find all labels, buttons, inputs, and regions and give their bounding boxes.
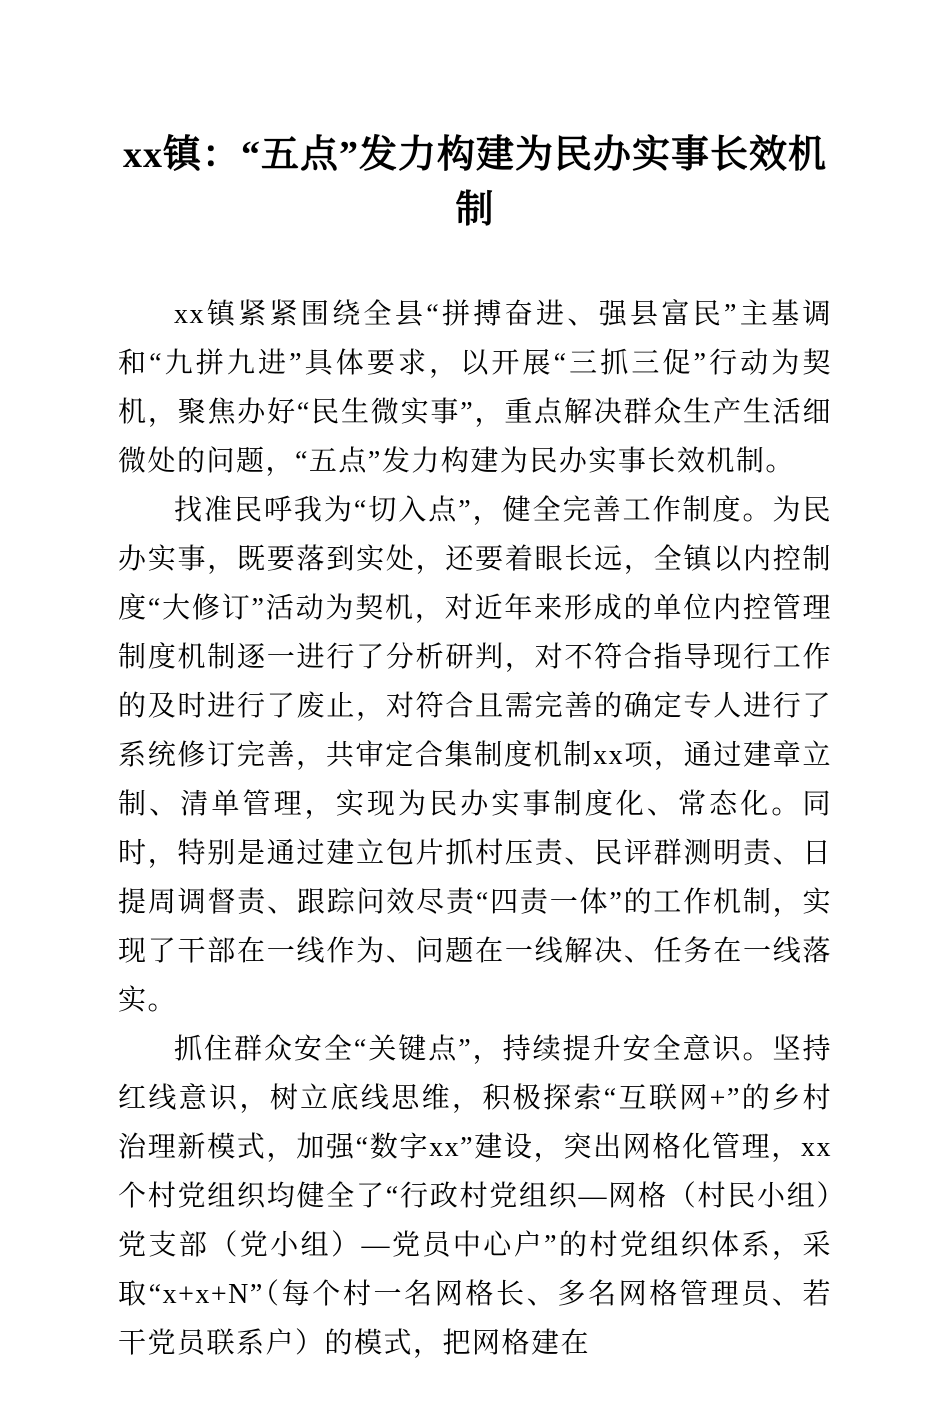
paragraph-work-system: 找准民呼我为“切入点”，健全完善工作制度。为民办实事，既要落到实处，还要着眼长远，全镇以内控制度“大修订”活动为契机，对近年来形成的单位内控管理制度机制逐一进行了分析研判，对不符合指导现行工作的及时进行了废止，对符合且需完善的确定专人进行了系统修订完善，共审定合集制度机制xx项，通过建章立制、清单管理，实现为民办实事制度化、常态化。同时，特别是通过建立包片抓村压责、民评群测明责、日提周调督责、跟踪问效尽责“四责一体”的工作机制，实现了干部在一线作为、问题在一线解决、任务在一线落实。 [118,495,832,1017]
document-body [118,290,832,1368]
paragraph-safety: 抓住群众安全“关键点”，持续提升安全意识。坚持红线意识，树立底线思维，积极探索“互联网+”的乡村治理新模式，加强“数字xx”建设，突出网格化管理，xx个村党组织均健全了“行政村党组织—网格（村民小组）党支部（党小组）—党员中心户”的村党组织体系，采取“x+x+N”（每个村一名网格长、多名网格管理员、若干党员联系户）的模式，把网格建在 [118,1034,832,1360]
document-title: xx镇：“五点”发力构建为民办实事长效机制 [122,134,827,232]
paragraph-intro: xx镇紧紧围绕全县“拼搏奋进、强县富民”主基调和“九拼九进”具体要求，以开展“三抓三促”行动为契机，聚焦办好“民生微实事”，重点解决群众生产生活细微处的问题，“五点”发力构建为民办实事长效机制。 [118,299,832,478]
